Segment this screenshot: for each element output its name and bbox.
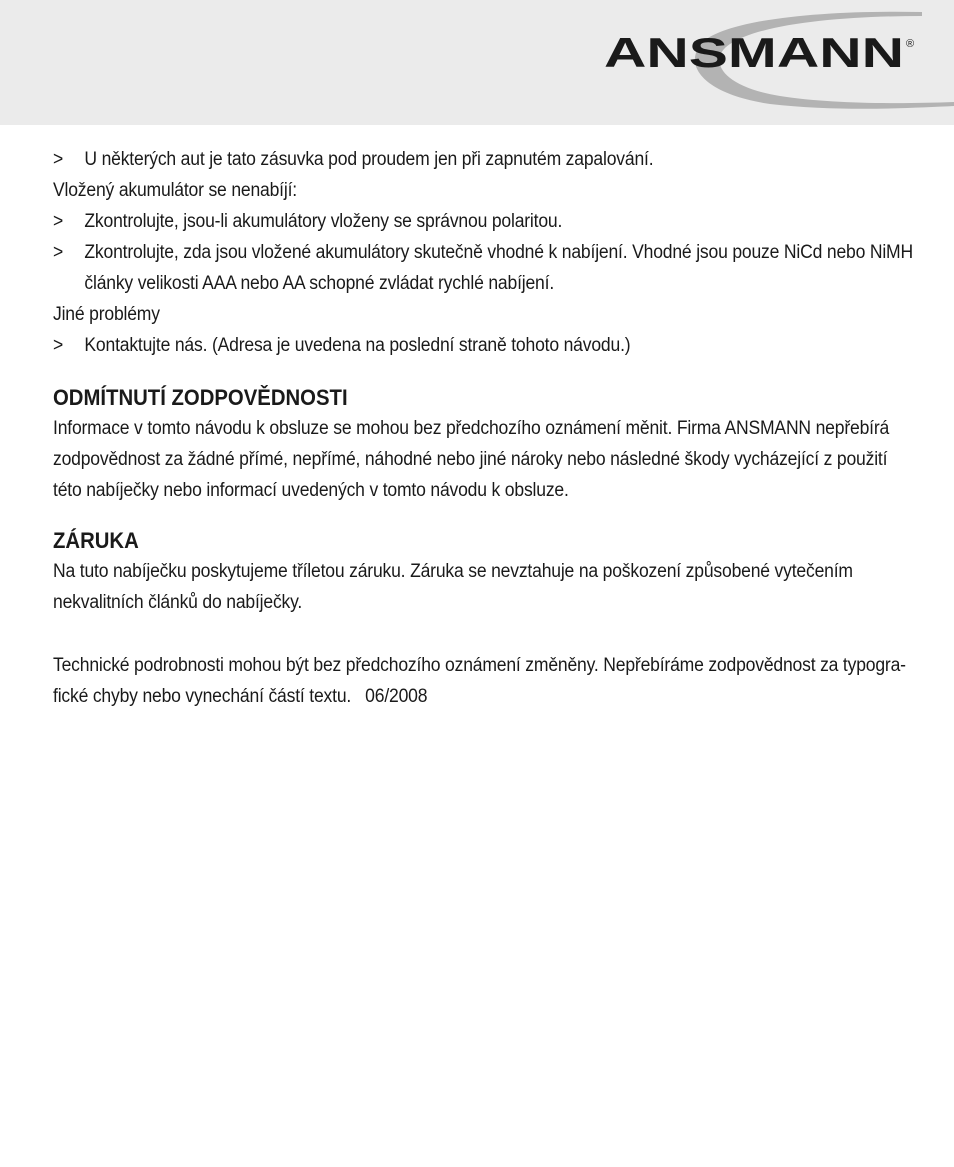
disclaimer-heading: ODMÍTNUTÍ ZODPOVĚDNOSTI — [53, 385, 348, 410]
disclaimer-line: této nabíječky nebo informací uvedených v tomto návodu k obsluze. — [53, 480, 569, 501]
warranty-line: nekvalitních článků do nabíječky. — [53, 592, 303, 613]
footer-note-line — [53, 681, 913, 712]
registered-mark: ® — [906, 38, 915, 50]
list-item-line: Zkontrolujte, zda jsou vložené akumulátory skutečně vhodné k nabíjení. Vhodné jsou pouze NiCd nebo NiMH — [84, 242, 913, 263]
list-item — [53, 144, 913, 175]
logo-text: ANSMANN — [604, 29, 904, 76]
document-date: 06/2008 — [365, 686, 428, 707]
footer-note-text: fické chyby nebo vynechání částí textu. — [53, 686, 352, 707]
list-item — [53, 330, 913, 361]
subheading: Jiné problémy — [53, 304, 160, 325]
ansmann-logo — [600, 8, 954, 116]
warranty-heading: ZÁRUKA — [53, 528, 139, 553]
subheading: Vložený akumulátor se nenabíjí: — [53, 180, 297, 201]
bullet-marker: > — [53, 242, 64, 263]
list-item-text: Kontaktujte nás. (Adresa je uvedena na poslední straně tohoto návodu.) — [84, 335, 631, 356]
list-item — [53, 237, 913, 299]
footer-note-line: Technické podrobnosti mohou být bez předchozího oznámení změněny. Nepřebíráme zodpovědnost za typogra- — [53, 655, 906, 676]
list-item — [53, 206, 913, 237]
warranty-line: Na tuto nabíječku poskytujeme tříletou záruku. Záruka se nevztahuje na poškození způsobené vytečením — [53, 561, 853, 582]
list-item-line: články velikosti AAA nebo AA schopné zvládat rychlé nabíjení. — [84, 273, 555, 294]
bullet-marker: > — [53, 149, 64, 170]
disclaimer-line: Informace v tomto návodu k obsluze se mohou bez předchozího oznámení měnit. Firma ANSMANN nepřebírá — [53, 418, 890, 439]
list-item-text: Zkontrolujte, jsou-li akumulátory vloženy se správnou polaritou. — [84, 211, 563, 232]
disclaimer-line: zodpovědnost za žádné přímé, nepřímé, náhodné nebo jiné nároky nebo následné škody vycházející z použití — [53, 449, 888, 470]
document-body — [53, 144, 913, 712]
bullet-marker: > — [53, 211, 64, 232]
list-item-text: U některých aut je tato zásuvka pod proudem jen při zapnutém zapalování. — [84, 149, 654, 170]
bullet-marker: > — [53, 335, 64, 356]
list-item-text — [84, 237, 913, 299]
